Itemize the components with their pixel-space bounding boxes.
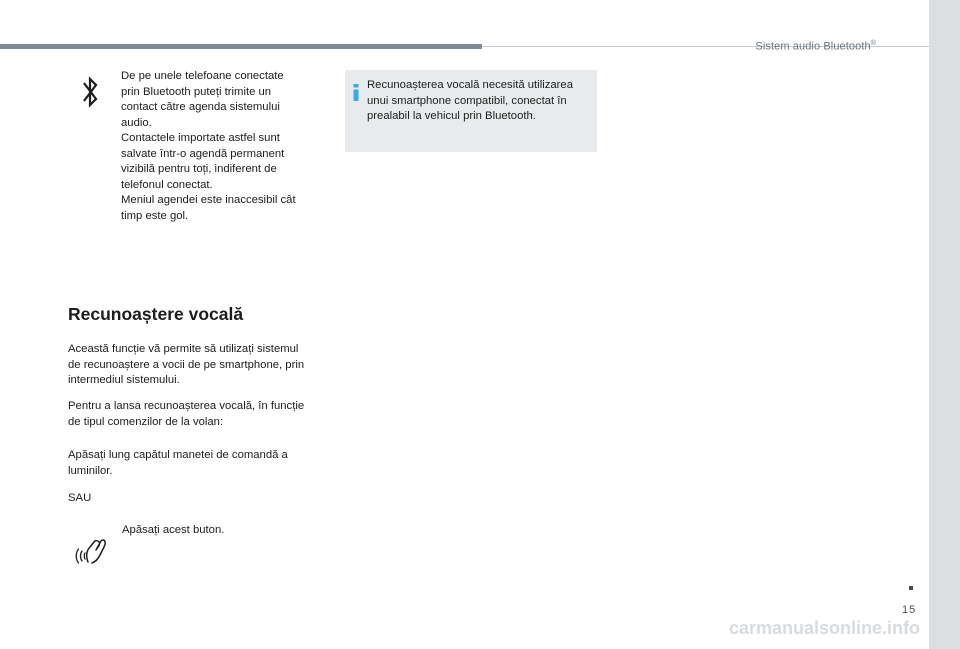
bluetooth-note-line: vizibilă pentru toți, indiferent de <box>121 163 277 175</box>
bluetooth-note-line: De pe unele telefoane conectate <box>121 70 284 82</box>
section-title: Recunoaștere vocală <box>68 304 244 324</box>
press-line: luminilor. <box>68 464 113 477</box>
bluetooth-note <box>121 69 321 224</box>
bluetooth-note-line: Contactele importate astfel sunt <box>121 132 280 144</box>
page-marker <box>909 586 913 590</box>
launch-line: de tipul comenzilor de la volan: <box>68 415 224 428</box>
info-box-line: Recunoașterea vocală necesită utilizarea <box>367 79 573 91</box>
or-label: SAU <box>68 492 92 504</box>
voice-command-icon <box>74 535 108 567</box>
intro-paragraph <box>68 342 330 389</box>
bluetooth-icon <box>80 74 100 110</box>
press-line: Apăsați lung capătul manetei de comandă a <box>68 449 288 461</box>
bluetooth-note-line: Meniul agendei este inaccesibil cât <box>121 194 296 206</box>
info-box-line: unui smartphone compatibil, conectat în <box>367 94 567 107</box>
press-paragraph <box>68 448 330 479</box>
launch-line: Pentru a lansa recunoașterea vocală, în funcție <box>68 400 305 412</box>
running-header <box>755 40 876 53</box>
running-header-title: Sistem audio Bluetooth <box>755 40 871 53</box>
bluetooth-note-line: prin Bluetooth puteți trimite un <box>121 85 272 98</box>
bluetooth-note-line: telefonul conectat. <box>121 178 213 191</box>
watermark: carmanualsonline.info <box>728 618 920 638</box>
page-number: 15 <box>902 604 917 616</box>
bluetooth-note-line: contact către agenda sistemului <box>121 101 280 113</box>
bluetooth-note-line: audio. <box>121 116 152 129</box>
info-box-line: prealabil la vehicul prin Bluetooth. <box>367 110 536 122</box>
info-box-text <box>367 78 589 125</box>
bluetooth-note-line: salvate într-o agendă permanent <box>121 147 285 160</box>
voice-button-caption: Apăsați acest buton. <box>122 524 225 536</box>
top-rule <box>0 44 482 49</box>
intro-line: intermediul sistemului. <box>68 374 180 386</box>
intro-line: de recunoaștere a vocii de pe smartphone, prin <box>68 358 305 371</box>
bluetooth-note-line: timp este gol. <box>121 209 189 222</box>
page-side-strip <box>929 0 960 649</box>
registered-mark: ® <box>870 40 876 47</box>
launch-paragraph <box>68 399 330 430</box>
info-icon <box>353 84 359 101</box>
intro-line: Această funcție vă permite să utilizați sistemul <box>68 343 299 355</box>
